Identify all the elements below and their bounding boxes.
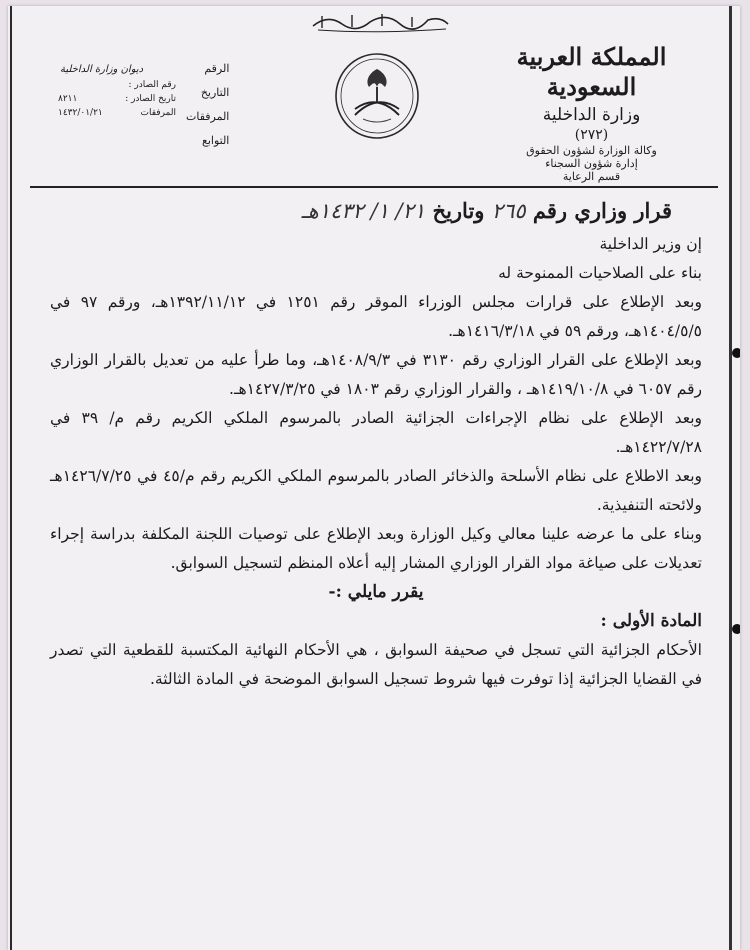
stamp-row-value: ١٤٣٢/٠١/٢١ bbox=[58, 108, 103, 118]
article-title: المادة الأولى : bbox=[600, 611, 702, 631]
decides-heading: يقرر مايلي :- bbox=[328, 582, 424, 602]
stamp-row bbox=[58, 92, 176, 106]
ministry-name: وزارة الداخلية bbox=[542, 105, 641, 125]
stamp-row-label: رقم الصادر : bbox=[128, 80, 176, 90]
decree-body bbox=[50, 230, 702, 694]
page-edge-left bbox=[10, 6, 12, 950]
stamp-row-value: ٨٢١١ bbox=[58, 94, 78, 104]
agency-line-1: وكالة الوزارة لشؤون الحقوق bbox=[526, 144, 657, 157]
stamp-row-label: تاريخ الصادر : bbox=[125, 94, 176, 104]
field-label-date: التاريخ bbox=[200, 86, 230, 99]
article-text: الأحكام الجزائية التي تسجل في صحيفة السوابق ، هي الأحكام النهائية المكتسبة للقطعية التي تصدر في القضايا الجزائية إذا توفرت فيها شروط تسجيل السوابق الموضحة في المادة الثالثة. bbox=[50, 641, 702, 688]
paragraph: وبعد الإطلاع على قرارات مجلس الوزراء الموقر رقم ١٢٥١ في ١٣٩٢/١١/١٢هـ، ورقم ٩٧ في ١٤٠٤/٥/٥هـ، ورقم ٥٩ في ١٤١٦/٣/١٨هـ. bbox=[50, 293, 702, 340]
agency-line-3: قسم الرعاية bbox=[562, 170, 621, 183]
decree-title bbox=[148, 193, 672, 229]
margin-field-labels bbox=[186, 57, 229, 153]
decree-date: ٢١/ ١/ ١٤٣٢هـ bbox=[301, 199, 426, 223]
basmala-calligraphy bbox=[308, 8, 453, 34]
decree-prefix: قرار وزاري رقم bbox=[532, 198, 672, 223]
paragraph: وبناء على ما عرضه علينا معالي وكيل الوزارة وبعد الإطلاع على توصيات اللجنة المكلفة بدراسة إجراء تعديلات على صياغة مواد القرار الوزاري المشار إليه أعلاه المنظم لتسجيل السوابق. bbox=[50, 525, 702, 572]
stamp-row bbox=[58, 78, 176, 92]
paragraph: بناء على الصلاحيات الممنوحة له bbox=[498, 264, 702, 282]
letterhead-ref-number: (٢٧٢) bbox=[574, 127, 609, 143]
field-label-enclosures: التوابع bbox=[201, 134, 230, 147]
agency-line-2: إدارة شؤون السجناء bbox=[545, 157, 638, 170]
ministry-stamp-label: ديوان وزارة الداخلية bbox=[60, 64, 144, 75]
stamp-row bbox=[58, 106, 176, 120]
punch-hole bbox=[732, 348, 740, 358]
saudi-emblem-icon bbox=[333, 51, 421, 141]
kingdom-name: المملكة العربية السعودية bbox=[516, 42, 667, 101]
ministry-letterhead bbox=[479, 42, 704, 183]
field-label-attachments: المرفقات bbox=[186, 110, 230, 123]
paragraph: وبعد الإطلاع على نظام الإجراءات الجزائية الصادر بالمرسوم الملكي الكريم رقم م/ ٣٩ في ١٤٢٢/٧/٢٨هـ. bbox=[50, 409, 702, 456]
punch-hole bbox=[732, 624, 740, 634]
paragraph: وبعد الإطلاع على القرار الوزاري رقم ٣١٣٠ في ١٤٠٨/٩/٣هـ، وما طرأ عليه من تعديل بالقرار الوزاري رقم ٦٠٥٧ في ١٤١٩/١٠/٨هـ ، والقرار الوزاري رقم ١٨٠٣ في ١٤٢٧/٣/٢٥هـ. bbox=[50, 351, 703, 398]
stamp-row-label: المرفقات bbox=[140, 108, 176, 118]
decree-date-label: وتاريخ bbox=[432, 198, 485, 223]
document-page bbox=[8, 6, 740, 950]
outgoing-stamp bbox=[58, 78, 176, 120]
greeting: إن وزير الداخلية bbox=[599, 235, 702, 253]
header-divider bbox=[30, 186, 718, 188]
paragraph: وبعد الاطلاع على نظام الأسلحة والذخائر الصادر بالمرسوم الملكي الكريم رقم م/٤٥ في ١٤٢٦/٧/٢٥هـ ولائحته التنفيذية. bbox=[50, 467, 703, 514]
decree-number: ٢٦٥ bbox=[491, 199, 526, 223]
page-edge-right bbox=[729, 6, 732, 950]
field-label-number: الرقم bbox=[204, 62, 230, 75]
